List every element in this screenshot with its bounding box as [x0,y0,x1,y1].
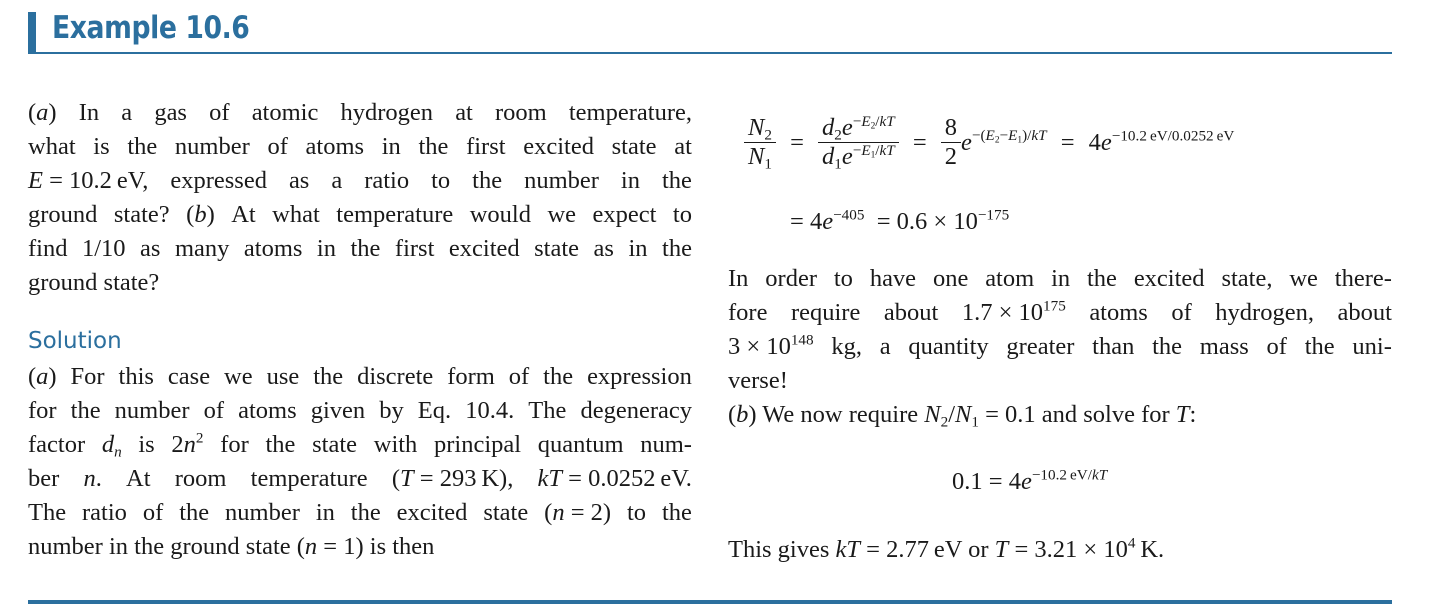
solution-line-2: for the number of atoms given by Eq. 10.4. The degeneracy [28,397,692,424]
problem-statement [28,96,692,300]
solution-heading: Solution [28,328,122,354]
part-b-statement: (b) We now require $N_2/N_1 = 0.1$ and solve for T: [728,401,1197,431]
equation-ratio: $\frac{N_2}{N_1}$ = $\frac{d_2e^{-E_2/kT}}{d_1e^{-E_1/kT}}$ = $\frac{8}{2}$ $e^{-(E_2-E_1)/kT} = 4e^{-10.2 eV/0.0252 eV}$ [744,114,1234,171]
problem-line-3: E = 10.2 eV, expressed as a ratio to the number in the [28,167,692,194]
solution-line-6: number in the ground state (n = 1) is then [28,533,435,560]
problem-line-1: (a) In a gas of atomic hydrogen at room temperature, [28,99,692,126]
right-line-4: verse! [728,367,788,394]
problem-line-2: what is the number of atoms in the first excited state at [28,133,692,160]
solution-text [28,360,692,564]
conclusion: This gives kT = 2.77 eV or $T = 3.21 \times 10^4$ K. [728,534,1165,563]
right-line-2: fore require about $1.7 \times 10^{175}$ atoms of hydrogen, about [728,297,1392,326]
right-column-text [728,262,1392,432]
fraction-n2-n1: $\frac{N_2}{N_1}$ [744,114,776,171]
right-line-3: $3 \times 10^{148}$ kg, a quantity greater than the mass of the uni- [728,331,1392,360]
header-rule [28,52,1392,54]
example-title: Example 10.6 [52,10,250,46]
footer-rule [28,600,1392,604]
solution-line-4: ber n. At room temperature (T = 293 K), kT = 0.0252 eV. [28,465,692,492]
fraction-degeneracy: $\frac{d_2e^{-E_2/kT}}{d_1e^{-E_1/kT}}$ [818,114,899,171]
equation-part-b: $0.1 = 4e^{-10.2 eV/kT}$ [952,466,1108,495]
title-accent-bar [28,12,36,52]
problem-line-5: find 1/10 as many atoms in the first excited state as in the [28,235,692,262]
solution-line-5: The ratio of the number in the excited state (n = 2) to the [28,499,692,526]
solution-line-1: (a) For this case we use the discrete form of the expression [28,363,692,390]
right-line-1: In order to have one atom in the excited state, we there- [728,265,1392,292]
equation-result: = $4e^{-405} = 0.6 \times 10^{-175}$ [790,206,1010,235]
solution-line-3: factor $d_n$ is $2n^2$ for the state with principal quantum num- [28,429,692,461]
problem-line-6: ground state? [28,269,160,296]
fraction-eight-halves: $\frac{8}{2}$ [941,114,961,171]
problem-line-4: ground state? (b) At what temperature would we expect to [28,201,692,228]
